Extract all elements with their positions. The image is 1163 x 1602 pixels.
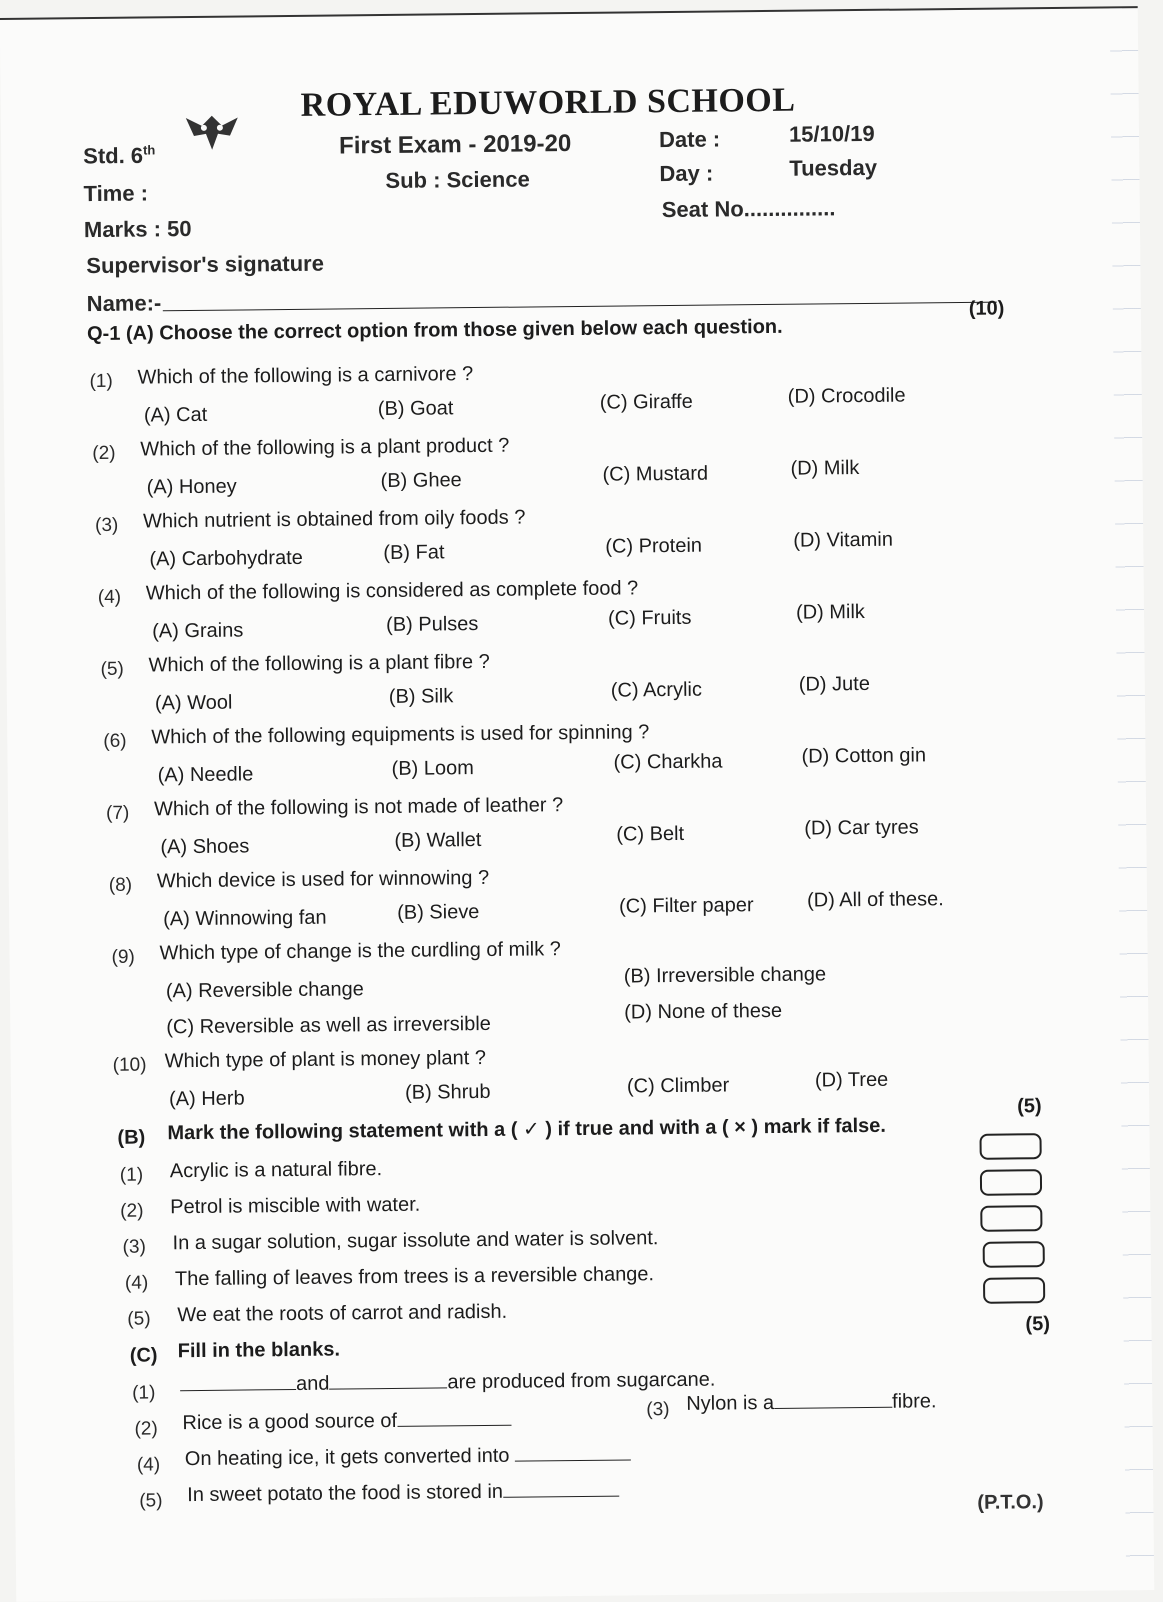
section-c-marks: (5) bbox=[1025, 1313, 1051, 1336]
blank-number: (1) bbox=[132, 1382, 156, 1404]
option-d: (D) All of these. bbox=[806, 888, 944, 912]
question-number: (4) bbox=[97, 586, 122, 609]
option-a: (A) Carbohydrate bbox=[149, 546, 303, 571]
question-text: Which type of change is the curdling of milk ? bbox=[159, 938, 561, 965]
option-d: (D) Crocodile bbox=[787, 384, 906, 408]
option-b: (B) Goat bbox=[377, 397, 454, 421]
section-c-title: Fill in the blanks. bbox=[177, 1338, 341, 1363]
option-c: (C) Charkha bbox=[613, 750, 723, 774]
section-b-marks: (5) bbox=[1017, 1095, 1042, 1118]
answer-box[interactable] bbox=[980, 1205, 1042, 1232]
section-b-label: (B) bbox=[117, 1126, 146, 1149]
option-b: (B) Fat bbox=[383, 541, 445, 565]
option-a: (A) Grains bbox=[152, 619, 244, 643]
option-a: (A) Needle bbox=[157, 763, 254, 787]
statement-number: (1) bbox=[119, 1164, 144, 1186]
std-label: Std. 6th bbox=[83, 142, 156, 169]
option-d: (D) Cotton gin bbox=[801, 744, 927, 768]
option-a: (A) Shoes bbox=[160, 835, 250, 859]
blank-line-4: On heating ice, it gets converted into bbox=[185, 1443, 631, 1471]
answer-box[interactable] bbox=[980, 1169, 1042, 1196]
blank-number: (5) bbox=[139, 1490, 163, 1512]
question-text: Which device is used for winnowing ? bbox=[156, 866, 490, 893]
blank-line-2: Rice is a good source of bbox=[182, 1409, 511, 1435]
question-text: Which of the following is not made of leather ? bbox=[153, 794, 564, 821]
blank[interactable] bbox=[397, 1424, 511, 1427]
option-c: (C) Fruits bbox=[607, 606, 692, 630]
section-a-title: Q-1 (A) Choose the correct option from those given below each question. bbox=[86, 315, 783, 346]
option-b: (B) Shrub bbox=[404, 1080, 491, 1104]
option-d: (D) Vitamin bbox=[793, 528, 894, 552]
question-number: (7) bbox=[105, 802, 130, 824]
option-d: (D) Milk bbox=[795, 600, 865, 624]
option-c: (C) Belt bbox=[616, 822, 685, 846]
option-c: (C) Filter paper bbox=[618, 894, 754, 918]
date-value: 15/10/19 bbox=[788, 120, 875, 147]
blank-line-3: Nylon is a fibre. bbox=[686, 1390, 937, 1415]
option-a: (A) Herb bbox=[168, 1087, 245, 1111]
blank-line-1: and are produced from sugarcane. bbox=[180, 1369, 716, 1398]
day-label: Day : bbox=[659, 160, 714, 187]
question-number: (1) bbox=[89, 370, 113, 393]
question-text: Which of the following is a carnivore ? bbox=[137, 363, 474, 389]
blank[interactable] bbox=[329, 1386, 447, 1389]
blank[interactable] bbox=[515, 1458, 631, 1461]
day-value: Tuesday bbox=[789, 154, 878, 181]
blank[interactable] bbox=[774, 1406, 892, 1409]
statement-text: The falling of leaves from trees is a reversible change. bbox=[174, 1263, 655, 1291]
option-a: (A) Honey bbox=[146, 475, 237, 499]
option-b: (B) Pulses bbox=[385, 613, 479, 636]
option-a: (A) Wool bbox=[154, 691, 233, 715]
option-c: (C) Acrylic bbox=[610, 678, 703, 702]
exam-paper bbox=[0, 6, 1154, 1602]
option-b: (B) Sieve bbox=[397, 901, 480, 924]
school-name: ROYAL EDUWORLD SCHOOL bbox=[300, 81, 796, 124]
blank-line-5: In sweet potato the food is stored in bbox=[187, 1480, 619, 1508]
statement-number: (4) bbox=[124, 1272, 149, 1294]
question-text: Which type of plant is money plant ? bbox=[164, 1046, 487, 1073]
question-number: (10) bbox=[112, 1054, 147, 1076]
option-b: (B) Ghee bbox=[380, 469, 462, 493]
question-text: Which nutrient is obtained from oily foods ? bbox=[142, 506, 526, 533]
option-d: (D) Car tyres bbox=[804, 816, 919, 840]
section-b-title: Mark the following statement with a ( ✓ ) if true and with a ( × ) mark if false. bbox=[167, 1114, 887, 1145]
blank[interactable] bbox=[180, 1388, 296, 1391]
question-text: Which of the following is considered as complete food ? bbox=[145, 577, 639, 605]
supervisor-signature: Supervisor's signature bbox=[86, 250, 324, 279]
question-text: Which of the following is a plant product ? bbox=[140, 434, 510, 461]
statement-text: We eat the roots of carrot and radish. bbox=[177, 1300, 508, 1327]
ruled-edge bbox=[1110, 8, 1155, 1590]
seat-no-label: Seat No............... bbox=[661, 195, 836, 223]
option-c: (C) Reversible as well as irreversible bbox=[166, 1012, 491, 1039]
question-number: (3) bbox=[94, 514, 119, 537]
statement-text: Acrylic is a natural fibre. bbox=[169, 1158, 383, 1183]
subject: Sub : Science bbox=[385, 166, 530, 193]
option-a: (A) Reversible change bbox=[165, 978, 364, 1003]
answer-box[interactable] bbox=[979, 1133, 1041, 1160]
school-logo-icon bbox=[184, 111, 240, 152]
section-c-label: (C) bbox=[129, 1344, 158, 1367]
option-d: (D) Milk bbox=[790, 457, 860, 480]
name-line bbox=[163, 302, 997, 312]
option-a: (A) Winnowing fan bbox=[163, 906, 327, 931]
statement-number: (5) bbox=[127, 1308, 151, 1330]
marks-label: Marks : 50 bbox=[83, 216, 192, 243]
blank-number: (4) bbox=[136, 1454, 161, 1476]
statement-text: In a sugar solution, sugar issolute and water is solvent. bbox=[172, 1227, 659, 1255]
answer-box[interactable] bbox=[983, 1241, 1045, 1268]
blank[interactable] bbox=[503, 1495, 619, 1498]
option-d: (D) Jute bbox=[798, 672, 870, 696]
option-c: (C) Giraffe bbox=[599, 390, 693, 414]
question-number: (2) bbox=[92, 442, 116, 465]
exam-title: First Exam - 2019-20 bbox=[338, 130, 572, 160]
option-b: (B) Silk bbox=[388, 685, 454, 708]
question-number: (6) bbox=[103, 730, 127, 752]
name-label: Name:- bbox=[86, 290, 162, 317]
answer-box[interactable] bbox=[983, 1277, 1045, 1304]
time-label: Time : bbox=[83, 180, 149, 207]
question-text: Which of the following equipments is used for spinning ? bbox=[151, 721, 650, 749]
statement-number: (3) bbox=[122, 1236, 146, 1258]
option-b: (B) Irreversible change bbox=[623, 963, 827, 988]
blank-number: (2) bbox=[134, 1418, 158, 1440]
option-a: (A) Cat bbox=[143, 403, 208, 427]
question-text: Which of the following is a plant fibre ? bbox=[148, 650, 490, 677]
blank-number: (3) bbox=[646, 1399, 670, 1421]
statement-text: Petrol is miscible with water. bbox=[170, 1193, 421, 1219]
option-d: (D) Tree bbox=[814, 1068, 889, 1092]
question-number: (5) bbox=[100, 658, 124, 680]
option-c: (C) Protein bbox=[605, 534, 703, 558]
date-label: Date : bbox=[658, 126, 721, 153]
option-d: (D) None of these bbox=[624, 999, 783, 1024]
question-number: (9) bbox=[111, 946, 135, 968]
statement-number: (2) bbox=[120, 1200, 144, 1222]
pto-label: (P.T.O.) bbox=[977, 1491, 1044, 1514]
option-c: (C) Climber bbox=[626, 1074, 730, 1098]
question-number: (8) bbox=[108, 874, 133, 896]
option-b: (B) Loom bbox=[391, 757, 474, 780]
option-b: (B) Wallet bbox=[394, 829, 482, 852]
section-a-marks: (10) bbox=[968, 297, 1005, 320]
option-c: (C) Mustard bbox=[602, 462, 709, 486]
